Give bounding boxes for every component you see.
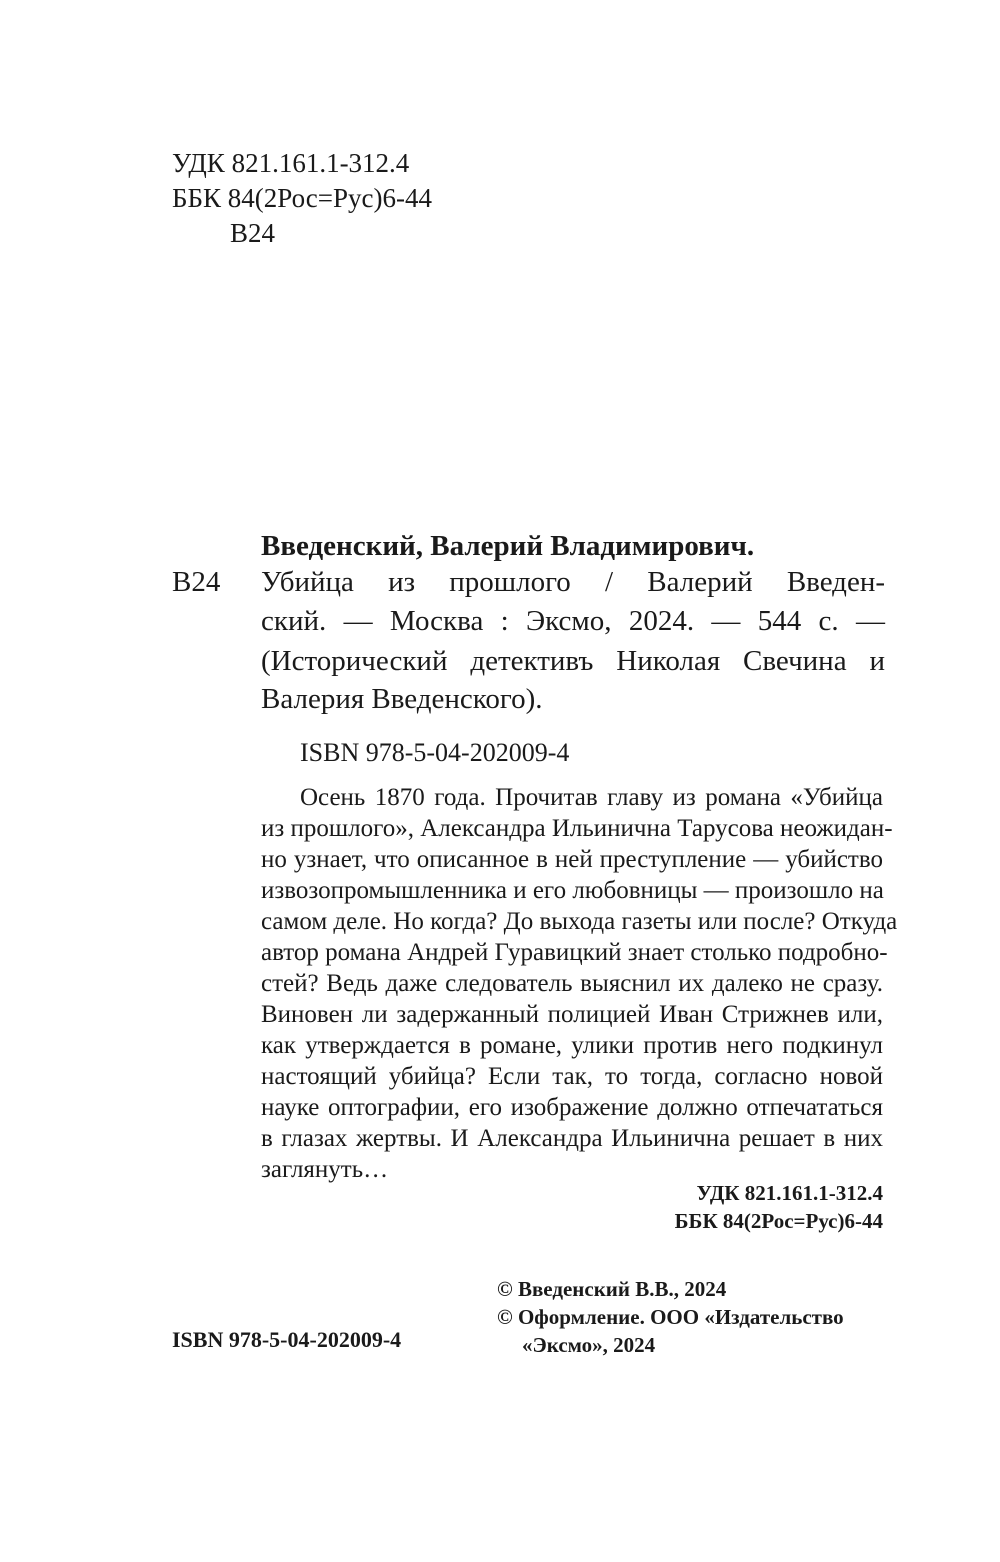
annotation-line: настоящий убийца? Если так, то тогда, согласно новой <box>261 1063 883 1090</box>
classification-block <box>172 146 432 251</box>
description-line: Валерия Введенского). <box>261 683 543 715</box>
udk-code-bold: УДК 821.161.1-312.4 <box>696 1181 883 1205</box>
annotation-line: извозопромышленника и его любовницы — произошло на <box>261 877 884 904</box>
annotation-line: стей? Ведь даже следователь выяснил их далеко не сразу. <box>261 970 883 997</box>
annotation-line: Осень 1870 года. Прочитав главу из романа «Убийца <box>300 784 883 811</box>
annotation-line: как утверждается в романе, улики против него подкинул <box>261 1032 883 1059</box>
annotation-line: в глазах жертвы. И Александра Ильинична решает в них <box>261 1125 883 1152</box>
record-author-mark: В24 <box>172 566 221 598</box>
author-mark: В24 <box>230 218 276 248</box>
bbk-code: ББК 84(2Рос=Рус)6-44 <box>172 183 432 213</box>
description-line: (Исторический детективъ Николая Свечина и <box>261 645 885 677</box>
annotation-line: Виновен ли задержанный полицией Иван Стрижнев или, <box>261 1001 883 1028</box>
annotation-line: заглянуть… <box>261 1156 389 1183</box>
annotation-line: из прошлого», Александра Ильинична Тарусова неожидан- <box>261 815 893 842</box>
copyright-design: © Оформление. ООО «Издательство <box>497 1305 844 1329</box>
isbn-bold: ISBN 978-5-04-202009-4 <box>172 1327 402 1352</box>
copyright-design-cont: «Эксмо», 2024 <box>522 1333 656 1357</box>
record-isbn: ISBN 978-5-04-202009-4 <box>300 738 570 767</box>
description-line: ский. — Москва : Эксмо, 2024. — 544 с. — <box>261 605 885 637</box>
annotation-line: самом деле. Но когда? До выхода газеты или после? Откуда <box>261 908 898 935</box>
annotation-line: науке оптографии, его изображение должно отпечататься <box>261 1094 883 1121</box>
author-heading: Введенский, Валерий Владимирович. <box>261 530 755 562</box>
description-line: Убийца из прошлого / Валерий Введен- <box>261 566 885 598</box>
annotation-line: но узнает, что описанное в ней преступление — убийство <box>261 846 883 873</box>
udk-code: УДК 821.161.1-312.4 <box>172 148 410 178</box>
annotation-line: автор романа Андрей Гуравицкий знает столько подробно- <box>261 939 888 966</box>
bbk-code-bold: ББК 84(2Рос=Рус)6-44 <box>674 1209 883 1233</box>
copyright-author: © Введенский В.В., 2024 <box>497 1277 727 1301</box>
